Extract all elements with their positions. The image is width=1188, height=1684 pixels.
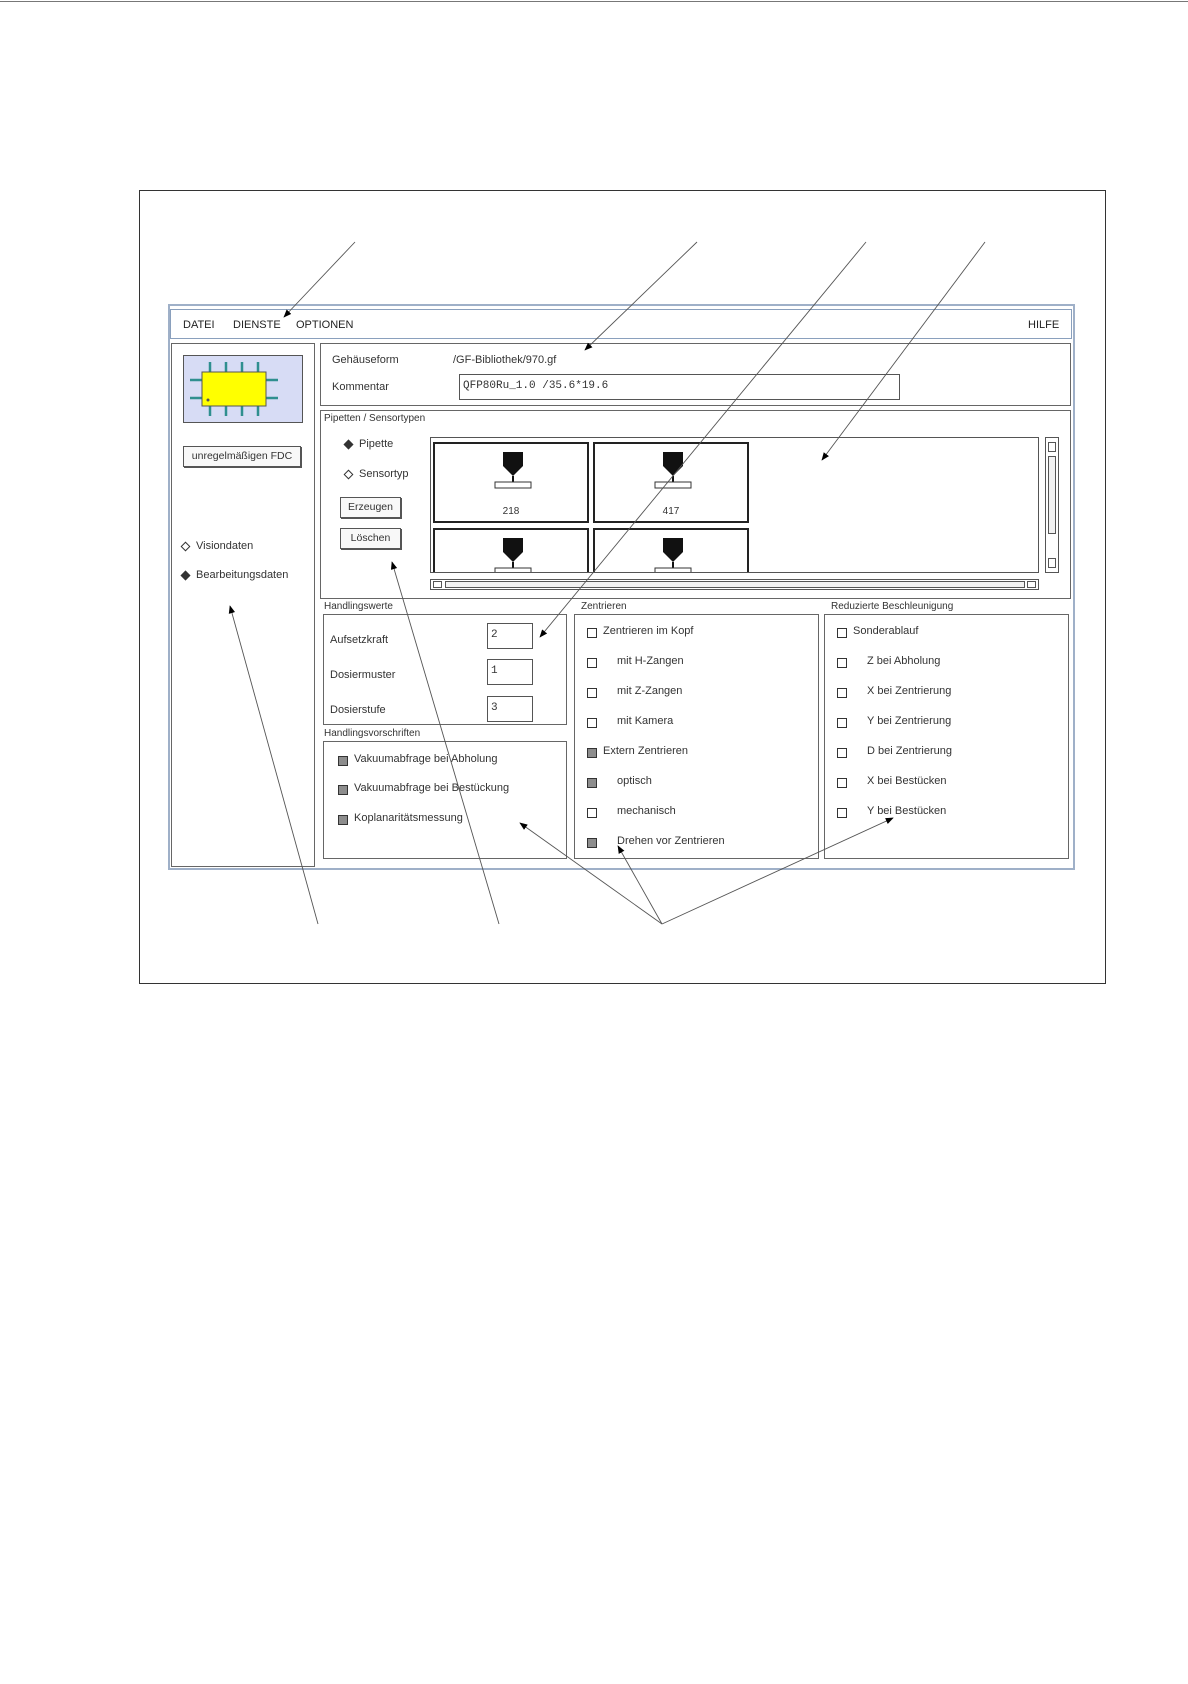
vakuumabfrage-abholung-label: Vakuumabfrage bei Abholung bbox=[354, 753, 498, 765]
vakuumabfrage-bestueckung-label: Vakuumabfrage bei Bestückung bbox=[354, 782, 510, 794]
aufsetzkraft-label: Aufsetzkraft bbox=[330, 634, 389, 646]
zentrieren-im-kopf-checkbox[interactable] bbox=[587, 628, 597, 638]
drehen-vor-zentrieren-checkbox[interactable] bbox=[587, 838, 597, 848]
label-sensortyp: Sensortyp bbox=[359, 468, 409, 480]
label-visiondaten: Visiondaten bbox=[196, 540, 254, 552]
pipetten-title: Pipetten / Sensortypen bbox=[324, 413, 426, 424]
scroll-down-arrow-icon[interactable] bbox=[1048, 558, 1056, 568]
scroll-up-arrow-icon[interactable] bbox=[1048, 442, 1056, 452]
erzeugen-button[interactable]: Erzeugen bbox=[340, 497, 401, 518]
pipette-number: 218 bbox=[502, 506, 520, 517]
mit-h-zangen-label: mit H-Zangen bbox=[617, 655, 684, 667]
optisch-label: optisch bbox=[617, 775, 652, 787]
y-bei-bestuecken-checkbox[interactable] bbox=[837, 808, 847, 818]
zentrieren-im-kopf-label: Zentrieren im Kopf bbox=[603, 625, 694, 637]
menu-hilfe[interactable]: HILFE bbox=[1028, 319, 1060, 331]
label-pipette: Pipette bbox=[359, 438, 394, 450]
page-top-rule bbox=[0, 1, 1188, 2]
pipette-tile[interactable] bbox=[593, 442, 749, 523]
mit-kamera-label: mit Kamera bbox=[617, 715, 674, 727]
vakuumabfrage-bestueckung-checkbox[interactable] bbox=[338, 785, 348, 795]
gallery-horizontal-scrollbar[interactable] bbox=[430, 579, 1039, 590]
sonderablauf-label: Sonderablauf bbox=[853, 625, 919, 637]
extern-zentrieren-label: Extern Zentrieren bbox=[603, 745, 688, 757]
y-bei-zentrierung-label: Y bei Zentrierung bbox=[867, 715, 952, 727]
chip-icon bbox=[184, 356, 302, 422]
optisch-checkbox[interactable] bbox=[587, 778, 597, 788]
pipette-icon bbox=[650, 536, 696, 573]
component-preview bbox=[183, 355, 303, 423]
sonderablauf-checkbox[interactable] bbox=[837, 628, 847, 638]
y-bei-zentrierung-checkbox[interactable] bbox=[837, 718, 847, 728]
dosierstufe-label: Dosierstufe bbox=[330, 704, 386, 716]
pipette-icon bbox=[490, 450, 536, 490]
d-bei-zentrierung-checkbox[interactable] bbox=[837, 748, 847, 758]
dosierstufe-input[interactable]: 3 bbox=[487, 696, 533, 722]
extern-zentrieren-checkbox[interactable] bbox=[587, 748, 597, 758]
drehen-vor-zentrieren-label: Drehen vor Zentrieren bbox=[617, 835, 725, 847]
mit-h-zangen-checkbox[interactable] bbox=[587, 658, 597, 668]
vakuumabfrage-abholung-checkbox[interactable] bbox=[338, 756, 348, 766]
scroll-right-arrow-icon[interactable] bbox=[1027, 581, 1036, 588]
mechanisch-label: mechanisch bbox=[617, 805, 676, 817]
dosiermuster-input[interactable]: 1 bbox=[487, 659, 533, 685]
pipette-icon bbox=[490, 536, 536, 573]
vertical-scroll-thumb[interactable] bbox=[1048, 456, 1056, 534]
z-bei-abholung-checkbox[interactable] bbox=[837, 658, 847, 668]
reduzierte-beschleunigung-title: Reduzierte Beschleunigung bbox=[831, 601, 954, 612]
reduzierte-beschleunigung-panel bbox=[824, 614, 1069, 859]
kommentar-label: Kommentar bbox=[332, 381, 389, 393]
kommentar-input[interactable]: QFP80Ru_1.0 /35.6*19.6 bbox=[459, 374, 900, 400]
horizontal-scroll-thumb[interactable] bbox=[445, 581, 1025, 588]
zentrieren-panel bbox=[574, 614, 819, 859]
x-bei-zentrierung-label: X bei Zentrierung bbox=[867, 685, 952, 697]
dosiermuster-label: Dosiermuster bbox=[330, 669, 396, 681]
pipette-number: 417 bbox=[662, 506, 680, 517]
pipette-tile[interactable] bbox=[433, 442, 589, 523]
handlingsvorschriften-title: Handlingsvorschriften bbox=[324, 728, 421, 739]
d-bei-zentrierung-label: D bei Zentrierung bbox=[867, 745, 952, 757]
handlingswerte-title: Handlingswerte bbox=[324, 601, 393, 612]
menu-bar bbox=[170, 309, 1072, 339]
koplanaritaetsmessung-label: Koplanaritätsmessung bbox=[354, 812, 463, 824]
loeschen-button[interactable]: Löschen bbox=[340, 528, 401, 549]
mit-z-zangen-checkbox[interactable] bbox=[587, 688, 597, 698]
mit-kamera-checkbox[interactable] bbox=[587, 718, 597, 728]
koplanaritaetsmessung-checkbox[interactable] bbox=[338, 815, 348, 825]
y-bei-bestuecken-label: Y bei Bestücken bbox=[867, 805, 947, 817]
menu-dienste[interactable]: DIENSTE bbox=[233, 319, 281, 331]
pipette-icon bbox=[650, 450, 696, 490]
x-bei-zentrierung-checkbox[interactable] bbox=[837, 688, 847, 698]
menu-optionen[interactable]: OPTIONEN bbox=[296, 319, 354, 331]
gehaeuseform-label: Gehäuseform bbox=[332, 354, 399, 366]
zentrieren-title: Zentrieren bbox=[581, 601, 627, 612]
x-bei-bestuecken-label: X bei Bestücken bbox=[867, 775, 947, 787]
unregelmaessigen-fdc-button[interactable]: unregelmäßigen FDC bbox=[183, 446, 301, 467]
pipette-tile[interactable] bbox=[593, 528, 749, 573]
pipette-tile[interactable] bbox=[433, 528, 589, 573]
scroll-left-arrow-icon[interactable] bbox=[433, 581, 442, 588]
gallery-vertical-scrollbar[interactable] bbox=[1045, 437, 1059, 573]
gehaeuseform-value: /GF-Bibliothek/970.gf bbox=[453, 354, 557, 366]
label-bearbeitungsdaten: Bearbeitungsdaten bbox=[196, 569, 289, 581]
mechanisch-checkbox[interactable] bbox=[587, 808, 597, 818]
pipette-gallery bbox=[430, 437, 1039, 573]
x-bei-bestuecken-checkbox[interactable] bbox=[837, 778, 847, 788]
menu-datei[interactable]: DATEI bbox=[183, 319, 215, 331]
aufsetzkraft-input[interactable]: 2 bbox=[487, 623, 533, 649]
mit-z-zangen-label: mit Z-Zangen bbox=[617, 685, 683, 697]
z-bei-abholung-label: Z bei Abholung bbox=[867, 655, 941, 667]
